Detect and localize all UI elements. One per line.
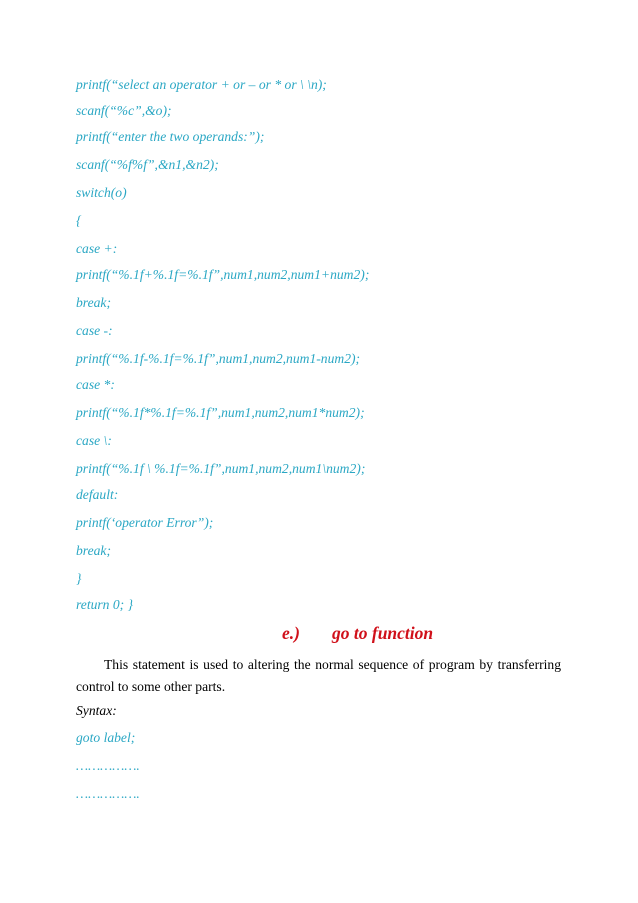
- code-line: }: [76, 571, 82, 586]
- code-line: printf(“%.1f \ %.1f=%.1f”,num1,num2,num1\num2);: [76, 461, 366, 476]
- section-heading: [282, 623, 433, 643]
- syntax-line: …………….: [76, 786, 140, 801]
- syntax-label: Syntax:: [76, 703, 117, 718]
- syntax-line: …………….: [76, 758, 140, 773]
- code-line: printf(“%.1f-%.1f=%.1f”,num1,num2,num1-num2);: [76, 351, 361, 366]
- code-line: printf(“%.1f*%.1f=%.1f”,num1,num2,num1*num2);: [76, 405, 365, 420]
- code-line: scanf(“%f%f”,&n1,&n2);: [76, 157, 219, 172]
- code-line: printf(‘operator Error”);: [76, 515, 214, 530]
- code-line: printf(“select an operator + or – or * or \ \n);: [76, 77, 327, 92]
- syntax-line: goto label;: [76, 730, 136, 745]
- code-line: switch(o): [76, 185, 127, 200]
- code-line: case -:: [76, 323, 113, 338]
- code-line: default:: [76, 487, 119, 502]
- code-line: printf(“enter the two operands:”);: [76, 129, 265, 144]
- code-line: scanf(“%c”,&o);: [76, 103, 172, 118]
- code-line: printf(“%.1f+%.1f=%.1f”,num1,num2,num1+num2);: [76, 267, 370, 282]
- code-line: break;: [76, 543, 111, 558]
- body-paragraph: This statement is used to altering the normal sequence of program by transferring control to some other parts.: [76, 657, 561, 694]
- code-line: return 0; }: [76, 597, 134, 612]
- section-title: go to function: [332, 623, 434, 643]
- code-line: {: [76, 213, 82, 228]
- code-line: case *:: [76, 377, 115, 392]
- code-line: case \:: [76, 433, 112, 448]
- code-line: break;: [76, 295, 111, 310]
- section-number: e.): [282, 623, 300, 643]
- code-line: case +:: [76, 241, 118, 256]
